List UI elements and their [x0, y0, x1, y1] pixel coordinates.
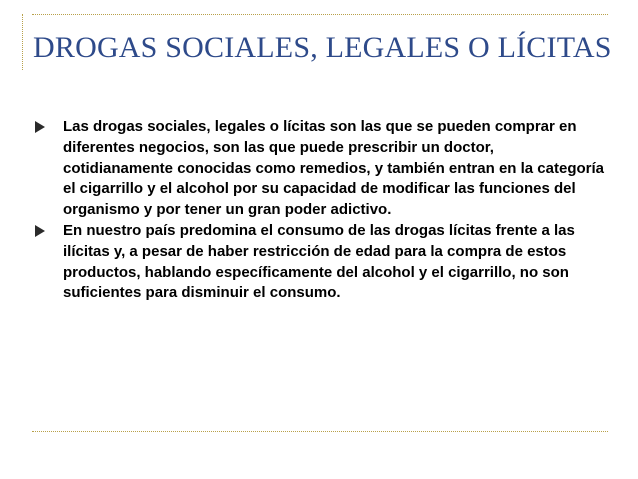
left-divider: [22, 14, 23, 70]
triangle-bullet-icon: [35, 225, 45, 237]
bottom-divider: [32, 431, 608, 432]
triangle-bullet-icon: [35, 121, 45, 133]
bullet-text-1: Las drogas sociales, legales o lícitas son las que se pueden comprar en diferentes negocios, son las que puede prescribir un doctor, cotidianamente conocidas como remedios, y también entran en la categoría el cigarrillo y el alcohol por su capacidad de modificar las funciones del organismo y por tener un gran poder adictivo.: [63, 118, 604, 219]
top-divider: [32, 14, 608, 15]
bullet-item-2: [33, 221, 605, 304]
bullet-text-2: En nuestro país predomina el consumo de las drogas lícitas frente a las ilícitas y, a pesar de haber restricción de edad para la compra de estos productos, hablando específicamente del alcohol y el cigarrillo, no son suficientes para disminuir el consumo.: [63, 221, 575, 302]
slide-title: DROGAS SOCIALES, LEGALES O LÍCITAS: [33, 31, 612, 64]
bullet-item-1: [33, 117, 605, 221]
bullet-list: [33, 117, 605, 304]
